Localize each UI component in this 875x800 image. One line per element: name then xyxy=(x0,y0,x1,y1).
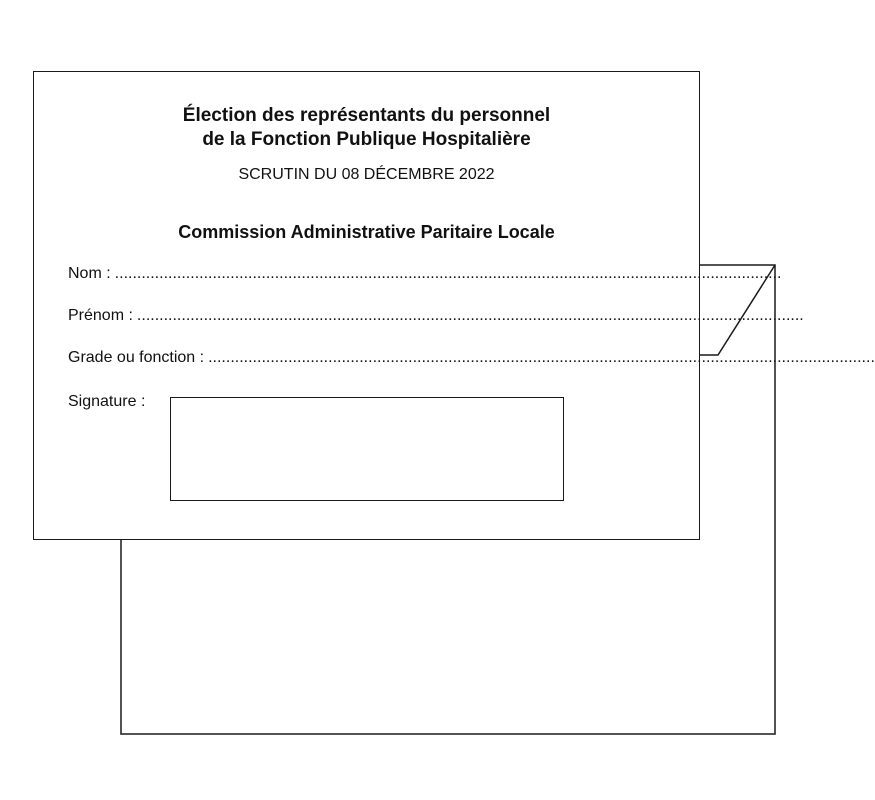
prenom-label: Prénom : xyxy=(68,307,133,324)
grade-label: Grade ou fonction : xyxy=(68,349,205,366)
ballot-title xyxy=(34,104,699,152)
scrutin-date: SCRUTIN DU 08 DÉCEMBRE 2022 xyxy=(238,166,495,183)
grade-dotted-line[interactable]: ...................................................................................................................................................... xyxy=(208,349,875,366)
commission-heading: Commission Administrative Paritaire Locale xyxy=(178,222,555,242)
nom-label: Nom : xyxy=(68,265,111,282)
prenom-dotted-line[interactable]: ...................................................................................................................................................... xyxy=(136,307,804,324)
nom-dotted-line[interactable]: ...................................................................................................................................................... xyxy=(114,265,782,282)
nom-field[interactable] xyxy=(68,265,782,283)
ballot-card xyxy=(33,71,875,540)
ballot-title-line1: Élection des représentants du personnel xyxy=(182,105,551,126)
ballot-title-line2: de la Fonction Publique Hospitalière xyxy=(202,129,531,150)
signature-label: Signature : xyxy=(68,393,146,410)
prenom-field[interactable] xyxy=(68,307,804,325)
signature-box[interactable] xyxy=(170,397,564,501)
grade-field[interactable] xyxy=(68,349,875,367)
